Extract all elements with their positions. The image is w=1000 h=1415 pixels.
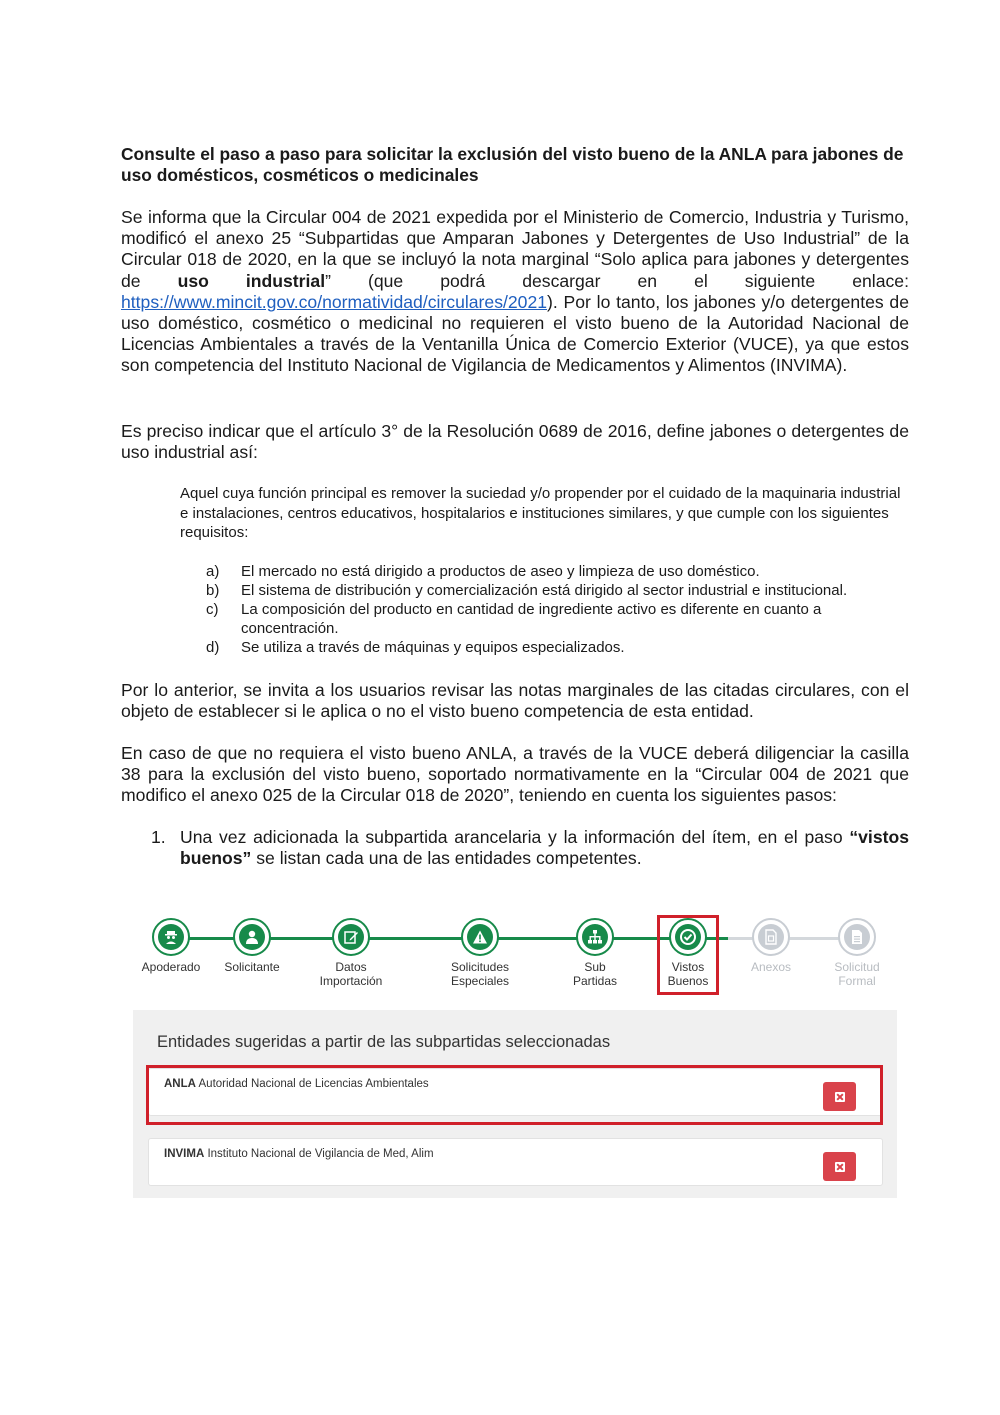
user-icon: [244, 929, 260, 945]
document-icon: [849, 929, 865, 945]
list-item: [206, 638, 909, 657]
list-item: [206, 600, 909, 638]
step-anexos: [731, 918, 811, 974]
list-item: [151, 827, 909, 869]
list-item: [206, 562, 909, 581]
list-marker: b): [206, 582, 220, 599]
list-marker: d): [206, 639, 220, 656]
entity-code: ANLA: [164, 1078, 196, 1090]
wizard-steps: [133, 910, 897, 1005]
step-datos-importacion[interactable]: [311, 918, 391, 988]
entity-row-invima: [148, 1138, 883, 1186]
list-text: Una vez adicionada la subpartida arancelaria y la información del ítem, en el paso: [180, 827, 850, 847]
requirements-list: [206, 562, 909, 657]
bold-text: “vistos buenos”: [180, 827, 909, 869]
file-icon: [763, 929, 779, 945]
list-marker: 1.: [151, 827, 166, 847]
highlight-anla-row: [146, 1065, 883, 1125]
step-label: Datos Importación: [319, 960, 383, 988]
list-text: El sistema de distribución y comercialización está dirigido al sector industrial e institucional.: [241, 582, 848, 599]
spy-icon: [163, 929, 179, 945]
step-sub-partidas[interactable]: [555, 918, 635, 988]
step-label: Solicitudes Especiales: [450, 960, 510, 988]
entity-name: Autoridad Nacional de Licencias Ambientales: [195, 1078, 429, 1090]
step-apoderado[interactable]: [131, 918, 211, 974]
list-marker: a): [206, 563, 220, 580]
step-solicitud-formal: [817, 918, 897, 988]
step-solicitudes-especiales[interactable]: [440, 918, 520, 988]
paragraph-text: ). Por lo tanto, los jabones y/o detergentes de uso doméstico, cosmético o medicinal no requieren el visto bueno de la Autoridad Nacional de Licencias Ambientales a través de la Ventanilla Única de Comercio Exterior (VUCE), ya que estos son competencia del Instituto Nacional de Vigilancia de Medicamentos y Alimentos (INVIMA).: [121, 291, 909, 376]
paragraph-notes: Por lo anterior, se invita a los usuarios revisar las notas marginales de las citadas circulares, con el objeto de establecer si le aplica o no el visto bueno competencia de esta entidad.: [121, 680, 909, 722]
entity-code: INVIMA: [164, 1148, 205, 1160]
paragraph-resolution: Es preciso indicar que el artículo 3° de la Resolución 0689 de 2016, define jabones o detergentes de uso industrial así:: [121, 421, 909, 463]
step-label: Apoderado: [141, 960, 201, 974]
paragraph-circular: [121, 207, 909, 377]
document-title: Consulte el paso a paso para solicitar la exclusión del visto bueno de la ANLA para jabones de uso domésticos, cosméticos o medicinales: [121, 144, 904, 185]
step-label: Anexos: [750, 960, 792, 974]
paragraph-text: ” (que podrá descargar en el siguiente enlace:: [325, 270, 909, 291]
warning-icon: [472, 929, 488, 945]
circulares-link[interactable]: https://www.mincit.gov.co/normatividad/circulares/2021: [121, 291, 548, 312]
vuce-screenshot: [133, 910, 897, 1198]
definition-quote: Aquel cuya función principal es remover la suciedad y/o propender por el cuidado de la maquinaria industrial e instalaciones, centros educativos, hospitalarios e instituciones similares, y que cumple con los siguientes requisitos:: [180, 485, 901, 541]
list-item: [206, 581, 909, 600]
steps-list: [151, 827, 909, 869]
step-label: Vistos Buenos: [667, 960, 709, 988]
list-marker: c): [206, 601, 219, 618]
paragraph-vuce: En caso de que no requiera el visto bueno ANLA, a través de la VUCE deberá diligenciar la casilla 38 para la exclusión del visto bueno, soportado normativamente en la “Circular 004 de 2021 que modifico el anexo 025 de la Circular 018 de 2020”, teniendo en cuenta los siguientes pasos:: [121, 743, 909, 806]
list-text: Se utiliza a través de máquinas y equipos especializados.: [241, 639, 625, 656]
paragraph-text: Se informa que la Circular 004 de 2021 expedida por el Ministerio de Comercio, Industria y Turismo, modificó el anexo 25 “Subpartidas que Amparan Jabones y Detergentes de Uso Industrial” de la Circular 018 de 2020, en la que se incluyó la nota marginal “Solo aplica para jabones y detergentes de: [121, 207, 909, 291]
entities-panel: [133, 1010, 897, 1198]
remove-invima-button[interactable]: [823, 1152, 856, 1181]
sitemap-icon: [587, 929, 603, 945]
step-label: Solicitante: [224, 960, 280, 974]
close-icon: [835, 1162, 845, 1172]
list-text: La composición del producto en cantidad de ingrediente activo es diferente en cuanto a concentración.: [241, 601, 822, 637]
step-solicitante[interactable]: [212, 918, 292, 974]
list-text: se listan cada una de las entidades competentes.: [251, 848, 642, 869]
list-text: El mercado no está dirigido a productos de aseo y limpieza de uso doméstico.: [241, 563, 760, 580]
panel-title: Entidades sugeridas a partir de las subpartidas seleccionadas: [157, 1033, 611, 1051]
step-label: Sub Partidas: [572, 960, 618, 988]
entity-name: Instituto Nacional de Vigilancia de Med, Alim: [204, 1148, 434, 1160]
highlight-vistos-buenos: [657, 915, 719, 995]
step-label: Solicitud Formal: [834, 960, 880, 988]
bold-text: uso industrial: [177, 270, 326, 291]
edit-icon: [343, 929, 359, 945]
